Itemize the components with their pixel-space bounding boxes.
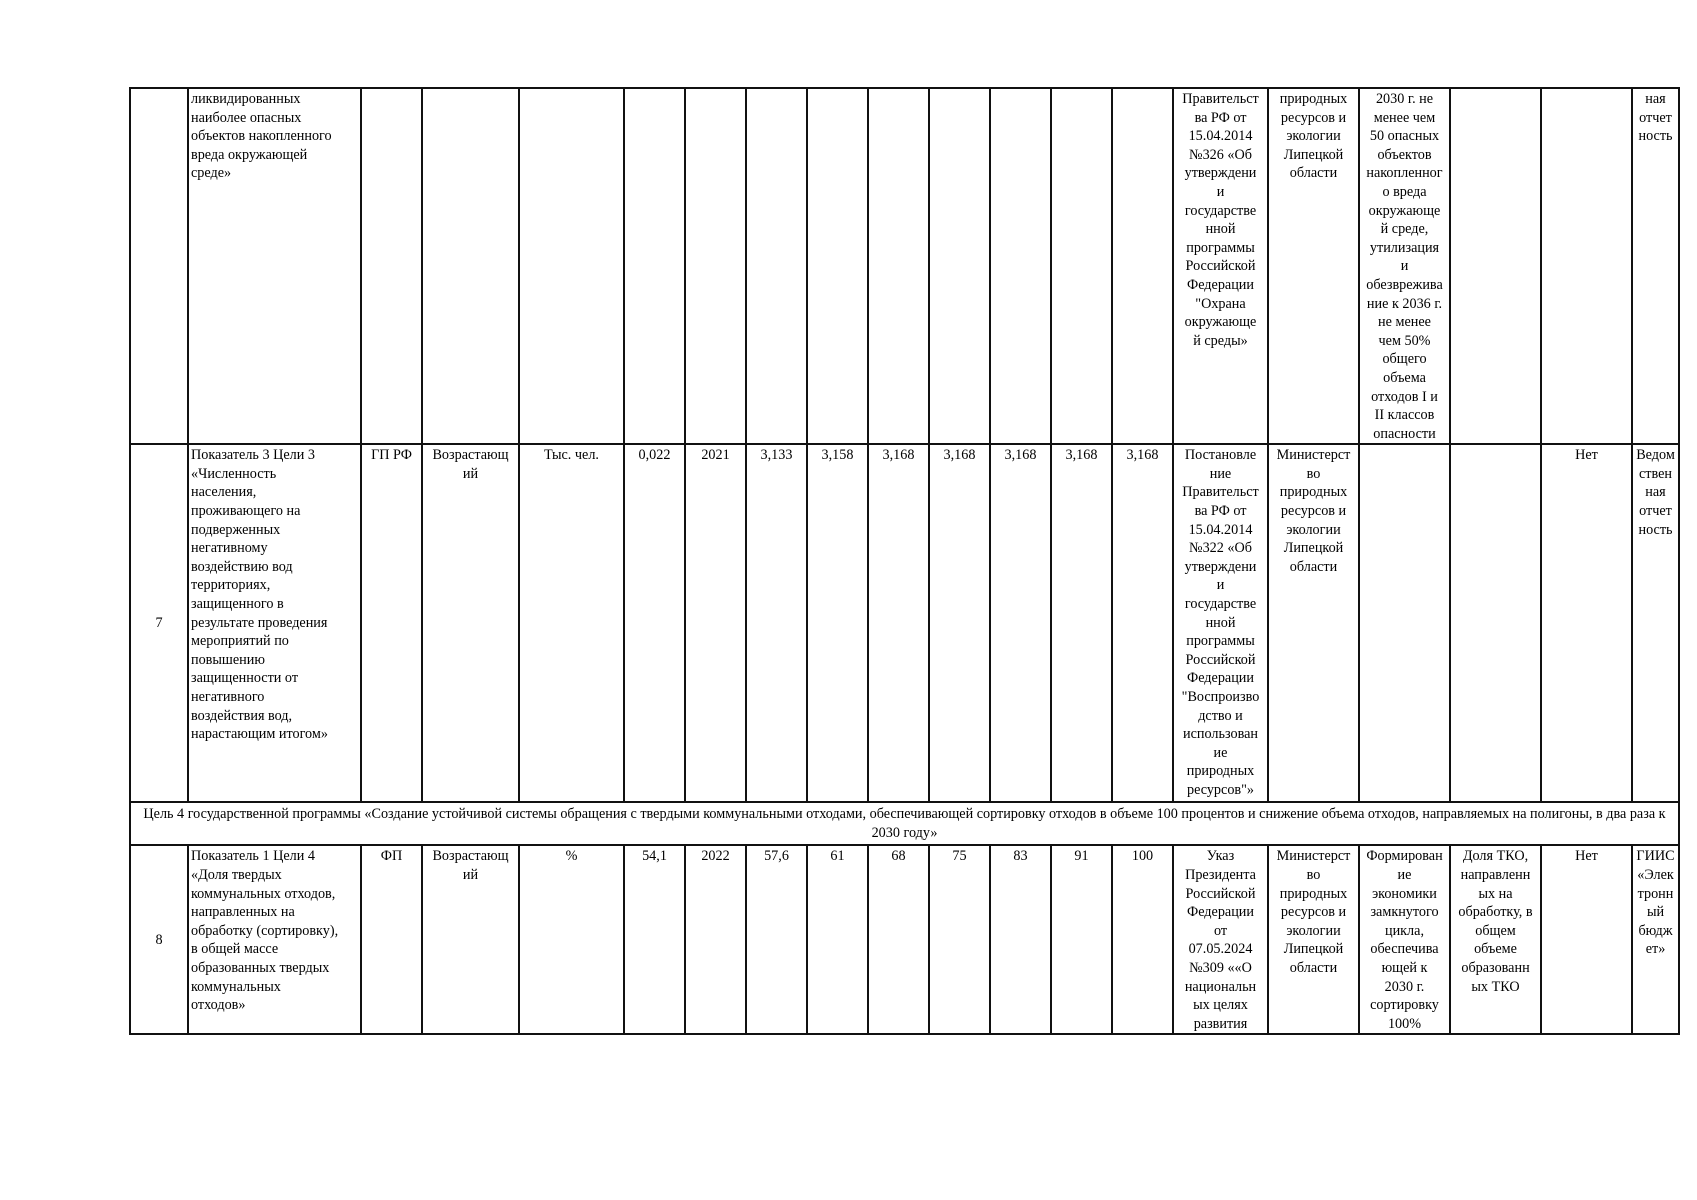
base-value-cell: 0,022 (624, 444, 685, 802)
indicator-name-cell: ликвидированных наиболее опасных объектов накопленного вреда окружающей среде» (188, 88, 361, 444)
national-indicator-cell (1450, 444, 1541, 802)
document-page (129, 87, 1680, 1035)
document-cell: Правительст ва РФ от 15.04.2014 №326 «Об утверждени и государстве нной программы Российской Федерации "Охрана окружающе й среды» (1173, 88, 1268, 444)
national-goal-cell: 2030 г. не менее чем 50 опасных объектов накопленног о вреда окружающе й среде, утилизация и обезврежива ние к 2036 г. не менее чем 50% общего объема отходов I и II классов опасности (1359, 88, 1450, 444)
national-indicator-cell (1450, 88, 1541, 444)
row-number-cell (130, 88, 188, 444)
value-cell: 3,158 (807, 444, 868, 802)
direction-cell: Возрастающ ий (422, 845, 519, 1034)
row-number-cell: 7 (130, 444, 188, 802)
gis-link-cell: Нет (1541, 444, 1632, 802)
value-cell: 100 (1112, 845, 1173, 1034)
value-cell: 91 (1051, 845, 1112, 1034)
table-row (130, 444, 1679, 802)
indicator-name-cell: Показатель 1 Цели 4 «Доля твердых коммунальных отходов, направленных на обработку (сортировку), в общей массе образованных твердых коммунальных отходов» (188, 845, 361, 1034)
indicator-name-cell: Показатель 3 Цели 3 «Численность населения, проживающего на подверженных негативному воздействию вод территориях, защищенного в результате проведения мероприятий по повышению защищенности от негативного воздействия вод, нарастающим итогом» (188, 444, 361, 802)
table-row (130, 88, 1679, 444)
value-cell: 3,168 (990, 444, 1051, 802)
unit-cell (519, 88, 624, 444)
value-cell (990, 88, 1051, 444)
responsible-cell: природных ресурсов и экологии Липецкой области (1268, 88, 1359, 444)
value-cell: 3,168 (868, 444, 929, 802)
value-cell: 57,6 (746, 845, 807, 1034)
level-cell (361, 88, 422, 444)
value-cell: 3,168 (1051, 444, 1112, 802)
base-value-cell: 54,1 (624, 845, 685, 1034)
value-cell (868, 88, 929, 444)
document-cell: Указ Президента Российской Федерации от 07.05.2024 №309 ««О национальн ых целях развития (1173, 845, 1268, 1034)
value-cell: 75 (929, 845, 990, 1034)
responsible-cell: Министерст во природных ресурсов и экологии Липецкой области (1268, 845, 1359, 1034)
value-cell (746, 88, 807, 444)
level-cell: ГП РФ (361, 444, 422, 802)
value-cell: 68 (868, 845, 929, 1034)
value-cell: 3,168 (1112, 444, 1173, 802)
national-goal-cell: Формирован ие экономики замкнутого цикла, обеспечива ющей к 2030 г. сортировку 100% (1359, 845, 1450, 1034)
row-number-cell: 8 (130, 845, 188, 1034)
info-system-cell: ГИИС «Элек тронн ый бюдж ет» (1632, 845, 1679, 1034)
value-cell (807, 88, 868, 444)
value-cell (1051, 88, 1112, 444)
gis-link-cell: Нет (1541, 845, 1632, 1034)
national-indicator-cell: Доля ТКО, направленн ых на обработку, в общем объеме образованн ых ТКО (1450, 845, 1541, 1034)
base-year-cell (685, 88, 746, 444)
direction-cell (422, 88, 519, 444)
value-cell: 3,133 (746, 444, 807, 802)
gis-link-cell (1541, 88, 1632, 444)
table-row (130, 845, 1679, 1034)
national-goal-cell (1359, 444, 1450, 802)
base-year-cell: 2021 (685, 444, 746, 802)
level-cell: ФП (361, 845, 422, 1034)
direction-cell: Возрастающ ий (422, 444, 519, 802)
value-cell (1112, 88, 1173, 444)
base-year-cell: 2022 (685, 845, 746, 1034)
value-cell: 61 (807, 845, 868, 1034)
value-cell: 83 (990, 845, 1051, 1034)
unit-cell: Тыс. чел. (519, 444, 624, 802)
info-system-cell: ная отчет ность (1632, 88, 1679, 444)
value-cell (929, 88, 990, 444)
goal-row (130, 802, 1679, 845)
base-value-cell (624, 88, 685, 444)
goal-heading: Цель 4 государственной программы «Создание устойчивой системы обращения с твердыми коммунальными отходами, обеспечивающей сортировку отходов в объеме 100 процентов и снижение объема отходов, направляемых на полигоны, в два раза к 2030 году» (130, 802, 1679, 845)
info-system-cell: Ведом ствен ная отчет ность (1632, 444, 1679, 802)
document-cell: Постановле ние Правительст ва РФ от 15.04.2014 №322 «Об утверждени и государстве нной программы Российской Федерации "Воспроизво дство и использован ие природных ресурсов"» (1173, 444, 1268, 802)
value-cell: 3,168 (929, 444, 990, 802)
unit-cell: % (519, 845, 624, 1034)
responsible-cell: Министерст во природных ресурсов и экологии Липецкой области (1268, 444, 1359, 802)
indicators-table (129, 87, 1680, 1035)
